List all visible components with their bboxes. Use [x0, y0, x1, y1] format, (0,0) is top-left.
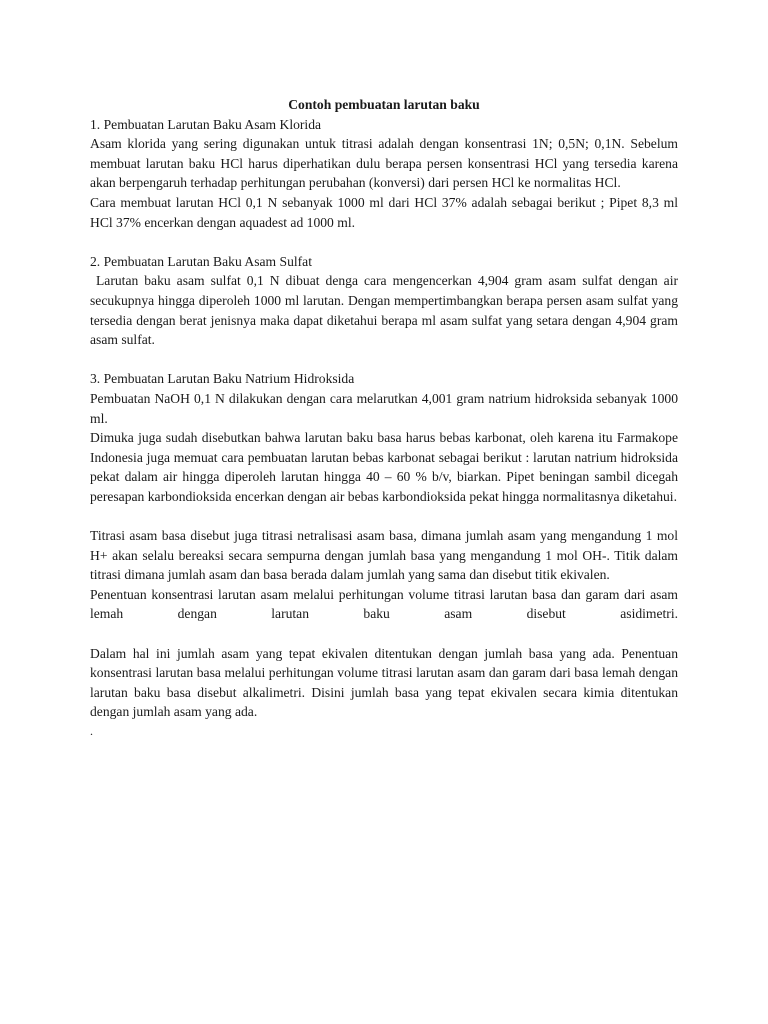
section-heading-1: 1. Pembuatan Larutan Baku Asam Klorida [90, 116, 322, 132]
section-1-paragraph-1: Asam klorida yang sering digunakan untuk titrasi adalah dengan konsentrasi 1N; 0,5N; 0,1N. Sebelum membuat larutan baku HCl harus diperhatikan dulu berapa persen konsentrasi HCl yang tersedia karena akan berpengaruh terhadap perhitungan perubahan (konversi) dari persen HCl ke normalitas HCl. [90, 136, 678, 191]
section-heading-2: 2. Pembuatan Larutan Baku Asam Sulfat [90, 253, 312, 269]
blank-line [90, 232, 678, 252]
blank-line [90, 506, 678, 526]
section-1-paragraph-2: Cara membuat larutan HCl 0,1 N sebanyak 1000 ml dari HCl 37% adalah sebagai berikut ; Pipet 8,3 ml HCl 37% encerkan dengan aquadest ad 1000 ml. [90, 194, 678, 230]
trailing-mark: . [90, 724, 93, 738]
section-3-paragraph-2: Dimuka juga sudah disebutkan bahwa larutan baku basa harus bebas karbonat, oleh karena itu Farmakope Indonesia juga memuat cara pembuatan larutan bebas karbonat sebagai berikut : larutan natrium hidroksida pekat dalam air hingga diperoleh larutan hingga 40 – 60 % b/v, biarkan. Pipet beningan sambil dicegah peresapan karbondioksida encerkan dengan air bebas karbondioksida pekat hingga normalitasnya diketahui. [90, 430, 678, 504]
section-heading-3: 3. Pembuatan Larutan Baku Natrium Hidroksida [90, 371, 355, 387]
section-3-paragraph-1: Pembuatan NaOH 0,1 N dilakukan dengan cara melarutkan 4,001 gram natrium hidroksida sebanyak 1000 ml. [90, 390, 678, 426]
section-2-paragraph-1: Larutan baku asam sulfat 0,1 N dibuat denga cara mengencerkan 4,904 gram asam sulfat dengan air secukupnya hingga diperoleh 1000 ml larutan. Dengan mempertimbangkan berapa persen asam sulfat yang tersedia dengan berat jenisnya maka dapat diketahui berapa ml asam sulfat yang setara dengan 4,904 gram asam sulfat. [90, 273, 682, 348]
document-title: Contoh pembuatan larutan baku [288, 97, 480, 112]
blank-line [90, 624, 678, 644]
closing-2-paragraph-1: Dalam hal ini jumlah asam yang tepat ekivalen ditentukan dengan jumlah basa yang ada. Penentuan konsentrasi larutan basa melalui perhitungan volume titrasi larutan asam dan garam dari basa lemah dengan larutan baku basa disebut alkalimetri. Disini jumlah basa yang tepat ekivalen secara kimia ditentukan dengan jumlah asam yang ada. [90, 645, 678, 720]
closing-1-paragraph-2: Penentuan konsentrasi larutan asam melalui perhitungan volume titrasi larutan basa dan garam dari asam lemah dengan larutan baku asam disebut asidimetri. [90, 586, 678, 622]
closing-1-paragraph-1: Titrasi asam basa disebut juga titrasi netralisasi asam basa, dimana jumlah asam yang mengandung 1 mol H+ akan selalu bereaksi secara sempurna dengan jumlah basa yang mengandung 1 mol OH-. Titik dalam titrasi dimana jumlah asam dan basa berada dalam jumlah yang sama dan disebut titik ekivalen. [90, 528, 678, 583]
document-page [90, 95, 682, 742]
blank-line [90, 350, 678, 370]
